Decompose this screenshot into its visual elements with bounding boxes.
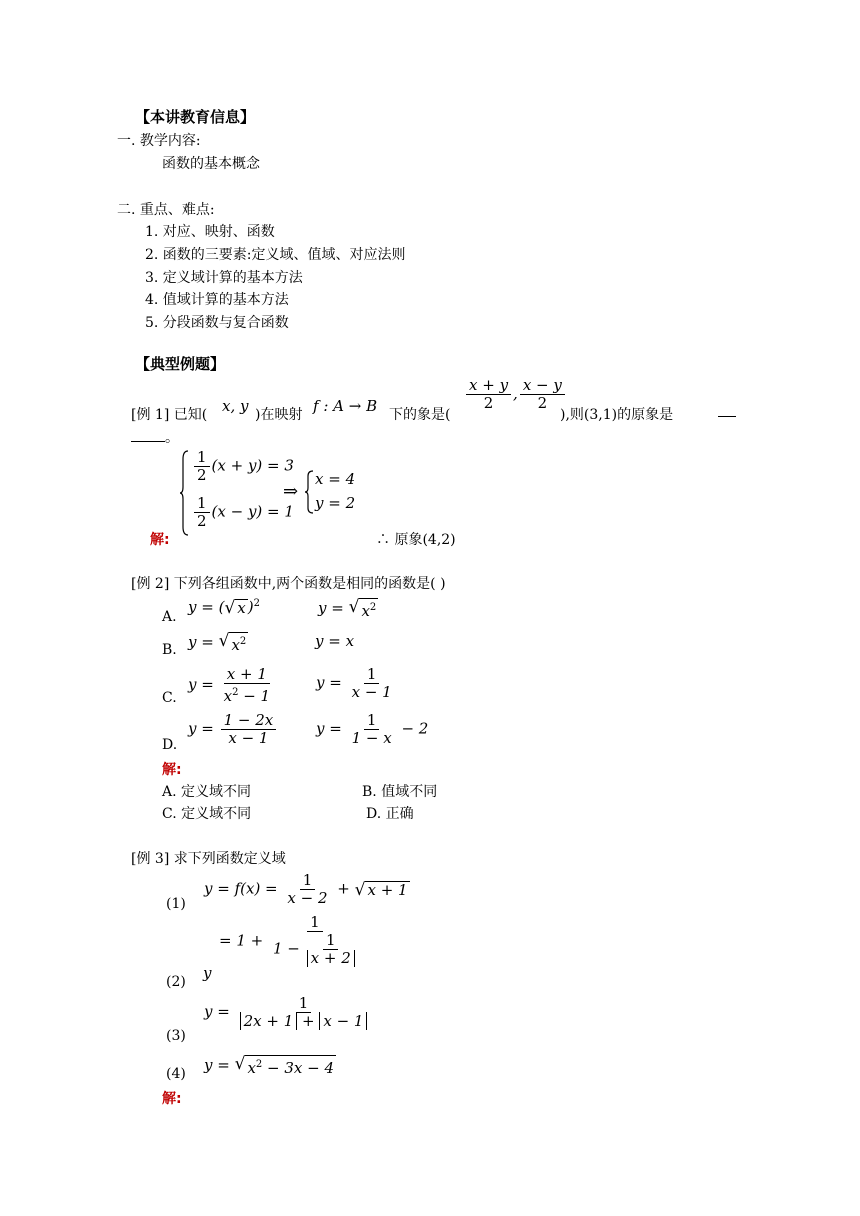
point-3: 3. 定义域计算的基本方法: [145, 270, 303, 286]
ex3-solution-label: 解:: [162, 1091, 182, 1107]
ex2-option-c-label: C.: [162, 690, 177, 706]
ex2-option-b-label: B.: [162, 642, 177, 658]
point-2: 2. 函数的三要素:定义域、值域、对应法则: [145, 247, 406, 263]
ex2-option-c-f1: y = $\frac{x + 1}{x^2 - 1}$: [188, 665, 271, 705]
ex3-item-3-formula: y = $\frac{1}{2x + 1 + x - 1}$: [204, 995, 372, 1030]
ex2-option-d-f2: y = $\frac{1}{1 - x}$ − 2: [316, 711, 429, 747]
ex2-answer-c: C. 定义域不同: [162, 806, 252, 822]
section1-content: 函数的基本概念: [162, 156, 260, 172]
ex3-item-2-y: y: [203, 964, 212, 982]
brace-icon: [305, 470, 314, 514]
ex3-item-1-label: (1): [166, 896, 186, 912]
point-1: 1. 对应、映射、函数: [145, 224, 275, 240]
section1-title: 一. 教学内容:: [117, 133, 201, 149]
ex3-item-4-formula: y = √ $x^2 - 3x - 4$: [204, 1054, 335, 1077]
implies-arrow: ⇒: [283, 481, 299, 502]
ex2-answer-b: B. 值域不同: [362, 784, 438, 800]
ex2-solution-label: 解:: [162, 762, 182, 778]
point-4: 4. 值域计算的基本方法: [145, 292, 289, 308]
point-5: 5. 分段函数与复合函数: [145, 315, 289, 331]
ex1-text-a: [例 1] 已知(: [131, 407, 208, 423]
ex1-image-fractions: $\frac{x + y}{2}$ , $\frac{x - y}{2}$: [464, 377, 567, 412]
ex1-text-c: 下的象是(: [389, 407, 451, 423]
ex2-option-b-f2: y = x: [315, 632, 355, 650]
ex1-solution-label: 解:: [150, 532, 170, 548]
ex2-option-d-f1: y = $\frac{1 - 2x}{x - 1}$: [188, 712, 278, 747]
ex1-conclusion: ∴ 原象(4,2): [376, 532, 456, 548]
ex1-pair-xy: x, y: [222, 397, 249, 415]
section2-title: 二. 重点、难点:: [117, 202, 215, 218]
ex2-option-a-f2: y = √ $x^2$: [318, 597, 377, 620]
ex2-option-c-f2: y = $\frac{1}{x - 1}$: [316, 665, 392, 701]
ex1-blank-b: 。: [131, 427, 179, 447]
brace-icon: [180, 449, 190, 537]
ex3-item-4-label: (4): [166, 1066, 186, 1082]
ex1-text-b: )在映射: [255, 407, 303, 423]
ex2-answer-d: D. 正确: [366, 806, 414, 822]
ex2-option-a-f1: y = ( √ x )$^2$: [188, 598, 260, 618]
ex2-option-a-label: A.: [162, 609, 177, 625]
ex3-question: [例 3] 求下列函数定义域: [131, 851, 286, 867]
ex3-item-2-formula: = 1 + 1 1 − $\frac{1}{x + 2}$: [219, 914, 362, 967]
ex2-answer-a: A. 定义域不同: [162, 784, 252, 800]
ex3-item-2-label: (2): [166, 974, 186, 990]
ex2-question: [例 2] 下列各组函数中,两个函数是相同的函数是( ): [131, 576, 446, 592]
section-examples-heading: 【典型例题】: [135, 355, 226, 373]
ex3-item-3-label: (3): [166, 1028, 186, 1044]
ex3-item-1-formula: y = f(x) = $\frac{1}{x - 2}$ + √ x + 1: [204, 871, 408, 907]
ex2-option-b-f1: y = √ $x^2$: [188, 631, 247, 654]
ex1-mapping: f : A → B: [313, 397, 378, 415]
ex2-option-d-label: D.: [162, 737, 178, 753]
ex1-blank-a: [718, 404, 736, 421]
ex1-text-d: ),则(3,1)的原象是: [560, 407, 674, 423]
section-info-heading: 【本讲教育信息】: [135, 108, 256, 126]
